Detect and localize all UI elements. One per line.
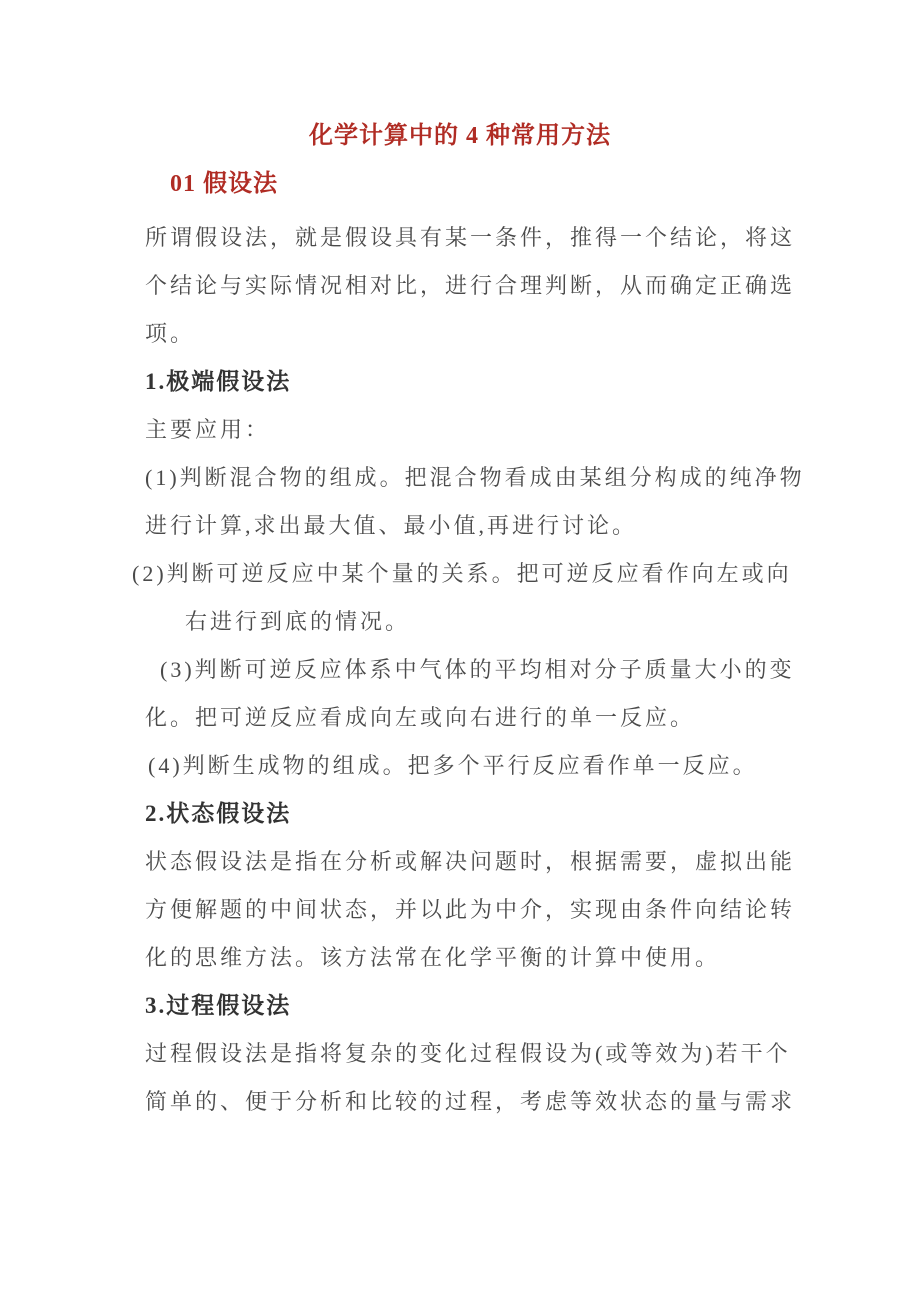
method1-item3-line-2: 化。把可逆反应看成向左或向右进行的单一反应。 [145,705,696,730]
method2-heading: 2.状态假设法 [145,801,292,826]
method1-usage-label: 主要应用： [145,417,271,442]
method1-item2-line-2: 右进行到底的情况。 [185,609,411,634]
method2-line-2: 方便解题的中间状态，并以此为中介，实现由条件向结论转 [145,897,796,922]
intro-line-3: 项。 [145,321,196,346]
method1-item1-line-1: (1)判断混合物的组成。把混合物看成由某组分构成的纯净物 [145,465,805,490]
method3-line-1: 过程假设法是指将复杂的变化过程假设为(或等效为)若干个 [145,1041,791,1066]
intro-line-1: 所谓假设法，就是假设具有某一条件，推得一个结论，将这 [145,225,796,250]
method3-section [145,982,796,1126]
intro-line-2: 个结论与实际情况相对比，进行合理判断，从而确定正确选 [145,273,796,298]
method1-section [132,358,805,790]
doc-title: 化学计算中的 4 种常用方法 [309,123,611,149]
section-heading-01: 01 假设法 [170,171,278,197]
method1-item1-line-2: 进行计算,求出最大值、最小值,再进行讨论。 [145,513,638,538]
method3-line-2: 简单的、便于分析和比较的过程，考虑等效状态的量与需求 [145,1089,796,1114]
method2-section [145,790,796,982]
method2-line-1: 状态假设法是指在分析或解决问题时，根据需要，虚拟出能 [145,849,796,874]
method2-line-3: 化的思维方法。该方法常在化学平衡的计算中使用。 [145,945,721,970]
document-content [0,112,920,1126]
method1-heading: 1.极端假设法 [145,369,292,394]
intro-paragraph [145,214,796,358]
method1-item3-line-1: (3)判断可逆反应体系中气体的平均相对分子质量大小的变 [160,657,795,682]
method3-heading: 3.过程假设法 [145,993,292,1018]
method1-item2-line-1: (2)判断可逆反应中某个量的关系。把可逆反应看作向左或向 [132,561,792,586]
method1-item4-line-1: (4)判断生成物的组成。把多个平行反应看作单一反应。 [148,753,758,778]
